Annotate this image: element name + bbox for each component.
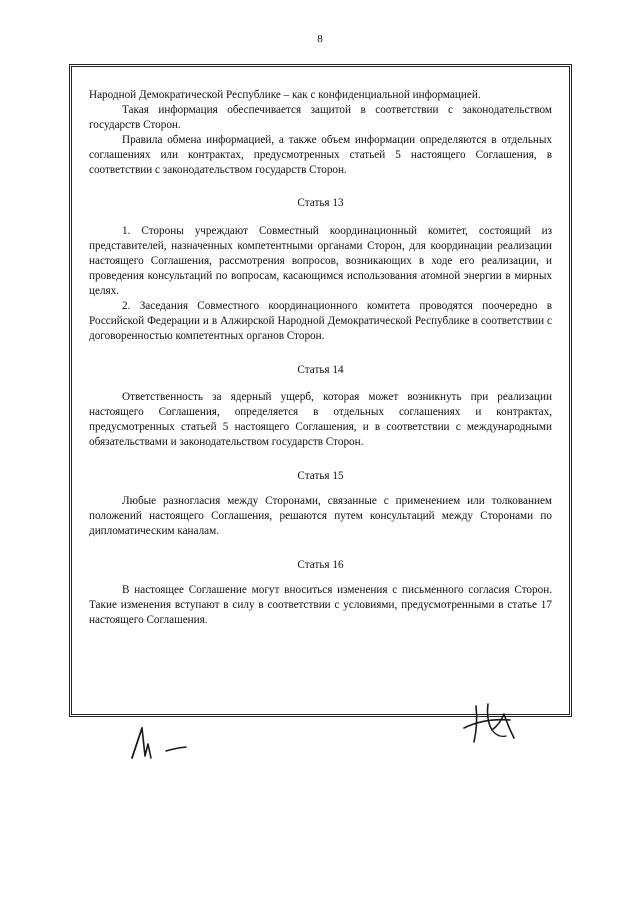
- signature-right: [458, 694, 528, 750]
- paragraph-info-protection: Такая информация обеспечивается защитой в соответствии с законодательством государств Сторон.: [89, 104, 552, 131]
- article-15-heading: Статья 15: [297, 470, 344, 482]
- article-14-heading: Статья 14: [297, 364, 344, 376]
- article-13-paragraph-2: 2. Заседания Совместного координационного комитета проводятся поочередно в Российской Федерации и в Алжирской Народной Демократической Республике в соответствии с договоренностью компетентных органов Сторон.: [89, 300, 552, 342]
- article-16-paragraph: В настоящее Соглашение могут вноситься изменения с письменного согласия Сторон. Такие изменения вступают в силу в соответствии с условиями, предусмотренными в статье 17 настоящего Соглашения.: [89, 584, 552, 626]
- page-number: 8: [317, 33, 323, 45]
- article-16-heading: Статья 16: [297, 559, 344, 571]
- signature-left: [118, 708, 198, 768]
- article-14-paragraph: Ответственность за ядерный ущерб, которая может возникнуть при реализации настоящего Соглашения, определяется в отдельных соглашениях и контрактах, предусмотренных статьей 5 настоящего Соглашения, и в соответствии с международными обязательствами и законодательством государств Сторон.: [89, 391, 552, 448]
- article-13-paragraph-1: 1. Стороны учреждают Совместный координационный комитет, состоящий из представителей, назначенных компетентными органами Сторон, для координации реализации настоящего Соглашения, рассмотрения вопросов, возникающих в ходе его реализации, и проведения консультаций по вопросам, касающимся использования атомной энергии в мирных целях.: [89, 225, 552, 297]
- article-13-heading: Статья 13: [297, 197, 344, 209]
- paragraph-continuation: Народной Демократической Республике – как с конфиденциальной информацией.: [89, 89, 481, 101]
- paragraph-exchange-rules: Правила обмена информацией, а также объем информации определяются в отдельных соглашениях или контрактах, предусмотренных статьей 5 настоящего Соглашения, в соответствии с законодательством государств Сторон.: [89, 134, 552, 176]
- article-15-paragraph: Любые разногласия между Сторонами, связанные с применением или толкованием положений настоящего Соглашения, решаются путем консультаций между Сторонами по дипломатическим каналам.: [89, 495, 552, 537]
- document-body: [89, 88, 552, 628]
